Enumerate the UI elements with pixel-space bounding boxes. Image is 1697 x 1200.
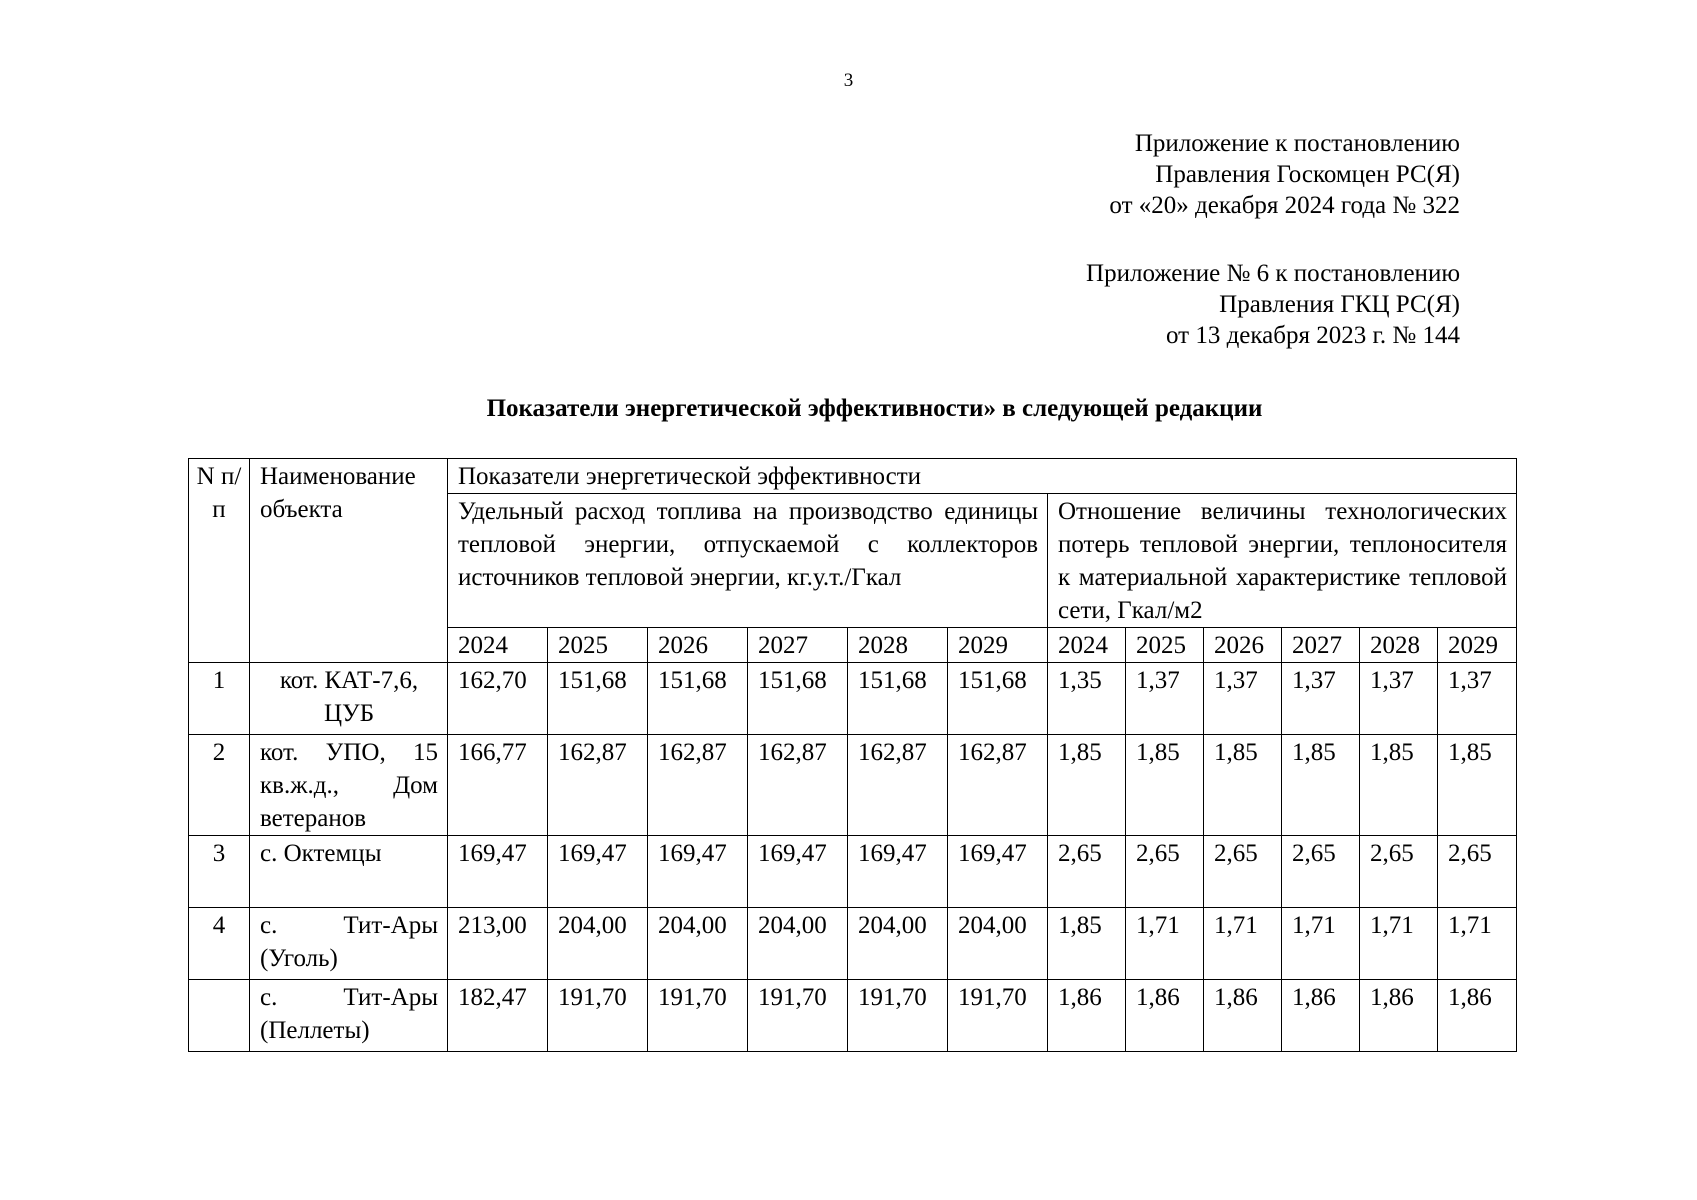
fuel-consumption-value: 169,47 — [848, 836, 948, 908]
object-name: с. Тит-Ары (Уголь) — [250, 908, 448, 980]
fuel-consumption-value: 151,68 — [848, 663, 948, 735]
heat-loss-value: 2,65 — [1360, 836, 1438, 908]
fuel-consumption-value: 204,00 — [948, 908, 1048, 980]
fuel-consumption-value: 169,47 — [948, 836, 1048, 908]
heat-loss-value: 1,86 — [1282, 980, 1360, 1052]
heat-loss-value: 1,85 — [1048, 908, 1126, 980]
year-cell: 2026 — [1204, 628, 1282, 663]
year-cell: 2024 — [1048, 628, 1126, 663]
heat-loss-value: 1,85 — [1438, 735, 1517, 836]
appendix-line: Приложение к постановлению — [1134, 130, 1460, 157]
fuel-consumption-value: 162,87 — [948, 735, 1048, 836]
appendix-line: от «20» декабря 2024 года № 322 — [1109, 192, 1460, 219]
row-number: 1 — [189, 663, 250, 735]
heat-loss-value: 1,86 — [1360, 980, 1438, 1052]
heat-loss-value: 1,71 — [1126, 908, 1204, 980]
fuel-consumption-value: 151,68 — [948, 663, 1048, 735]
header-fuel-consumption: Удельный расход топлива на производство единицы тепловой энергии, отпускаемой с коллекторов источников тепловой энергии, кг.у.т./Гкал — [448, 494, 1048, 628]
fuel-consumption-value: 182,47 — [448, 980, 548, 1052]
heat-loss-value: 1,71 — [1282, 908, 1360, 980]
year-cell: 2028 — [848, 628, 948, 663]
fuel-consumption-value: 204,00 — [548, 908, 648, 980]
year-cell: 2028 — [1360, 628, 1438, 663]
fuel-consumption-value: 151,68 — [548, 663, 648, 735]
heat-loss-value: 2,65 — [1438, 836, 1517, 908]
appendix-line: Приложение № 6 к постановлению — [1086, 260, 1460, 287]
heat-loss-value: 2,65 — [1048, 836, 1126, 908]
header-row-1 — [189, 459, 1517, 494]
header-number: N п/п — [189, 459, 250, 663]
fuel-consumption-value: 191,70 — [648, 980, 748, 1052]
heat-loss-value: 1,71 — [1204, 908, 1282, 980]
header-indicators-group: Показатели энергетической эффективности — [448, 459, 1517, 494]
fuel-consumption-value: 151,68 — [748, 663, 848, 735]
fuel-consumption-value: 191,70 — [948, 980, 1048, 1052]
fuel-consumption-value: 191,70 — [548, 980, 648, 1052]
heat-loss-value: 2,65 — [1282, 836, 1360, 908]
year-cell: 2026 — [648, 628, 748, 663]
page-number: 3 — [843, 70, 854, 91]
heat-loss-value: 1,71 — [1360, 908, 1438, 980]
fuel-consumption-value: 162,87 — [848, 735, 948, 836]
header-heat-losses: Отношение величины технологических потерь тепловой энергии, теплоносителя к материальной характеристике тепловой сети, Гкал/м2 — [1048, 494, 1517, 628]
heat-loss-value: 1,86 — [1048, 980, 1126, 1052]
appendix-line: Правления Госкомцен РС(Я) — [1155, 161, 1460, 188]
table-row — [189, 980, 1517, 1052]
fuel-consumption-value: 151,68 — [648, 663, 748, 735]
object-name: с. Октемцы — [250, 836, 448, 908]
appendix-line: Правления ГКЦ РС(Я) — [1219, 291, 1460, 318]
heat-loss-value: 1,71 — [1438, 908, 1517, 980]
object-name: кот. КАТ-7,6, ЦУБ — [250, 663, 448, 735]
appendix-reference-original — [1086, 258, 1460, 351]
heat-loss-value: 2,65 — [1204, 836, 1282, 908]
fuel-consumption-value: 169,47 — [648, 836, 748, 908]
heat-loss-value: 1,85 — [1204, 735, 1282, 836]
fuel-consumption-value: 169,47 — [548, 836, 648, 908]
row-number: 4 — [189, 908, 250, 980]
fuel-consumption-value: 191,70 — [748, 980, 848, 1052]
energy-efficiency-table — [188, 458, 1517, 1052]
heat-loss-value: 1,37 — [1204, 663, 1282, 735]
fuel-consumption-value: 169,47 — [748, 836, 848, 908]
fuel-consumption-value: 213,00 — [448, 908, 548, 980]
object-name: с. Тит-Ары (Пеллеты) — [250, 980, 448, 1052]
year-cell: 2029 — [948, 628, 1048, 663]
appendix-reference-current — [1109, 128, 1460, 221]
heat-loss-value: 1,86 — [1126, 980, 1204, 1052]
fuel-consumption-value: 162,70 — [448, 663, 548, 735]
table-row — [189, 836, 1517, 908]
fuel-consumption-value: 204,00 — [648, 908, 748, 980]
table-row — [189, 735, 1517, 836]
heat-loss-value: 1,85 — [1126, 735, 1204, 836]
fuel-consumption-value: 204,00 — [848, 908, 948, 980]
heat-loss-value: 1,85 — [1360, 735, 1438, 836]
year-cell: 2025 — [548, 628, 648, 663]
table-row — [189, 663, 1517, 735]
year-cell: 2027 — [1282, 628, 1360, 663]
heat-loss-value: 1,85 — [1048, 735, 1126, 836]
heat-loss-value: 1,35 — [1048, 663, 1126, 735]
heat-loss-value: 1,86 — [1438, 980, 1517, 1052]
fuel-consumption-value: 166,77 — [448, 735, 548, 836]
fuel-consumption-value: 204,00 — [748, 908, 848, 980]
fuel-consumption-value: 191,70 — [848, 980, 948, 1052]
year-cell: 2024 — [448, 628, 548, 663]
year-cell: 2029 — [1438, 628, 1517, 663]
heat-loss-value: 1,86 — [1204, 980, 1282, 1052]
row-number: 3 — [189, 836, 250, 908]
table-row — [189, 908, 1517, 980]
heat-loss-value: 1,85 — [1282, 735, 1360, 836]
document-title: Показатели энергетической эффективности» в следующей редакции — [486, 395, 1263, 422]
fuel-consumption-value: 169,47 — [448, 836, 548, 908]
fuel-consumption-value: 162,87 — [548, 735, 648, 836]
heat-loss-value: 1,37 — [1438, 663, 1517, 735]
appendix-line: от 13 декабря 2023 г. № 144 — [1165, 322, 1460, 349]
fuel-consumption-value: 162,87 — [748, 735, 848, 836]
heat-loss-value: 2,65 — [1126, 836, 1204, 908]
row-number — [189, 980, 250, 1052]
row-number: 2 — [189, 735, 250, 836]
heat-loss-value: 1,37 — [1282, 663, 1360, 735]
object-name: кот. УПО, 15 кв.ж.д., Дом ветеранов — [250, 735, 448, 836]
year-cell: 2027 — [748, 628, 848, 663]
heat-loss-value: 1,37 — [1360, 663, 1438, 735]
fuel-consumption-value: 162,87 — [648, 735, 748, 836]
header-object-name: Наименование объекта — [250, 459, 448, 663]
heat-loss-value: 1,37 — [1126, 663, 1204, 735]
year-cell: 2025 — [1126, 628, 1204, 663]
